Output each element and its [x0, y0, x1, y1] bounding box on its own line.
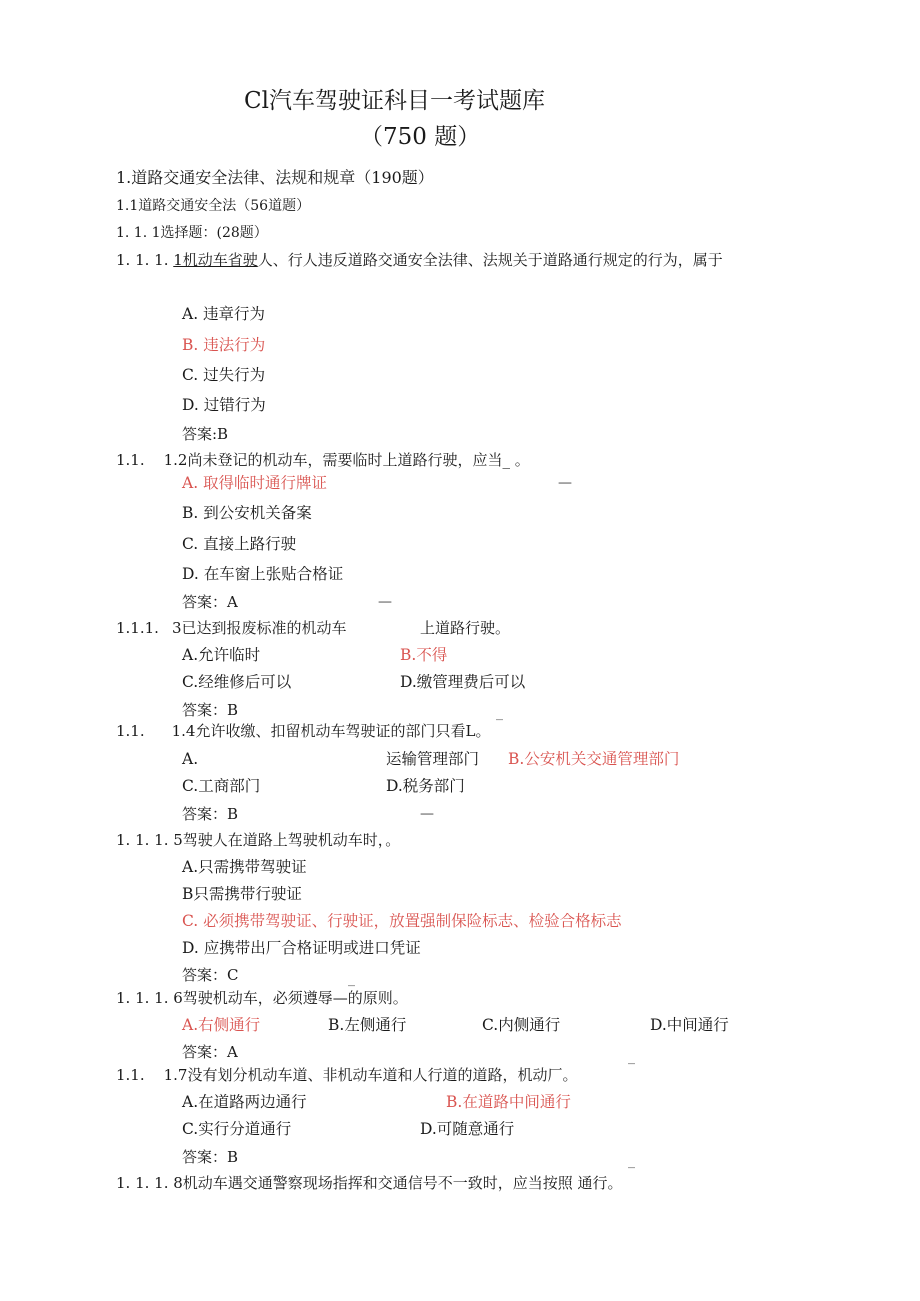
q6-answer-mark: _: [628, 1049, 635, 1065]
section-heading-1-1-1: 1. 1. 1选择题：(28题）: [116, 225, 268, 241]
q2-option-b: B. 到公安机关备案: [182, 504, 312, 522]
q1-option-d: D. 过错行为: [182, 396, 266, 414]
question-5: 1. 1. 1. 5驾驶人在道路上驾驶机动车时，。: [116, 831, 401, 849]
q5-answer-mark: _: [348, 971, 355, 987]
q3-option-d: D.缴管理费后可以: [400, 673, 526, 691]
question-1: [116, 253, 723, 268]
q6-option-a: A.右侧通行: [182, 1016, 261, 1034]
section-heading-1-1: 1.1道路交通安全法（56道题）: [116, 198, 311, 214]
q5-answer: 答案：C: [182, 966, 239, 984]
q4-option-b: B.公安机关交通管理部门: [508, 750, 680, 768]
section-heading-1: 1.道路交通安全法律、法规和规章（190题）: [116, 168, 434, 187]
q4-answer: 答案：B: [182, 805, 239, 823]
question-3-text-a: 3已达到报废标准的机动车: [172, 619, 347, 637]
q3-answer-mark: _: [496, 705, 503, 721]
q5-option-b: B只需携带行驶证: [182, 885, 302, 903]
question-8: 1. 1. 1. 8机动车遇交通警察现场指挥和交通信号不一致时，应当按照 通行。: [116, 1174, 623, 1192]
q2-answer: 答案：A: [182, 593, 238, 611]
q1-option-b: B. 违法行为: [182, 336, 266, 354]
question-4-number: 1.1.: [116, 722, 145, 740]
question-2-text: 1.2尚未登记的机动车，需要临时上道路行驶，应当_ 。: [163, 451, 530, 469]
question-1-number: 1. 1. 1.: [116, 251, 174, 269]
page-subtitle: （750 题）: [360, 124, 481, 150]
q2-option-c: C. 直接上路行驶: [182, 535, 297, 553]
q4-option-d: D.税务部门: [386, 777, 465, 795]
q5-option-a: A.只需携带驾驶证: [182, 858, 307, 876]
q4-option-a-text: 运输管理部门: [386, 750, 480, 768]
q4-option-a: A.: [182, 750, 199, 768]
q7-option-b: B.在道路中间通行: [446, 1093, 571, 1111]
q4-answer-mark: —: [420, 806, 434, 822]
question-1-underlined: 1机动车省驶: [173, 251, 258, 269]
q7-answer: 答案：B: [182, 1148, 239, 1166]
q6-option-d: D.中间通行: [650, 1016, 729, 1034]
question-7-number: 1.1.: [116, 1066, 145, 1084]
question-2-number: 1.1.: [116, 451, 145, 469]
q7-option-a: A.在道路两边通行: [182, 1093, 307, 1111]
q3-option-b: B.不得: [400, 646, 448, 664]
page-title: Cl汽车驾驶证科目一考试题库: [244, 88, 545, 114]
question-1-text: 人、行人违反道路交通安全法律、法规关于道路通行规定的行为，属于: [257, 251, 723, 269]
q3-answer: 答案：B: [182, 701, 239, 719]
question-4-text: 1.4允许收缴、扣留机动车驾驶证的部门只看L。: [171, 722, 491, 740]
q2-answer-mark: —: [378, 594, 392, 610]
q7-option-c: C.实行分道通行: [182, 1120, 292, 1138]
question-3-text-b: 上道路行驶。: [420, 619, 511, 637]
q1-option-a: A. 违章行为: [182, 305, 266, 323]
q5-option-c: C. 必须携带驾驶证、行驶证，放置强制保险标志、检验合格标志: [182, 912, 622, 930]
q6-option-b: B.左侧通行: [328, 1016, 407, 1034]
q2-option-a: A. 取得临时通行牌证: [182, 474, 328, 492]
q2-option-d: D. 在车窗上张贴合格证: [182, 565, 344, 583]
question-4: [116, 724, 490, 739]
q7-option-d: D.可随意通行: [420, 1120, 515, 1138]
q4-option-c: C.工商部门: [182, 777, 261, 795]
question-7: [116, 1068, 577, 1083]
question-2: [116, 453, 530, 468]
q7-answer-mark: _: [628, 1153, 635, 1169]
question-6: 1. 1. 1. 6驾驶机动车，必须遵辱—的原则。: [116, 989, 408, 1007]
q1-answer: 答案:B: [182, 425, 229, 443]
q2-option-a-mark: —: [558, 475, 572, 491]
question-3-number: 1.1.1.: [116, 619, 159, 637]
q6-option-c: C.内侧通行: [482, 1016, 561, 1034]
q3-option-c: C.经维修后可以: [182, 673, 292, 691]
q5-option-d: D. 应携带出厂合格证明或进口凭证: [182, 939, 421, 957]
q6-answer: 答案：A: [182, 1043, 238, 1061]
question-7-text: 1.7没有划分机动车道、非机动车道和人行道的道路，机动厂。: [163, 1066, 578, 1084]
q1-option-c: C. 过失行为: [182, 366, 266, 384]
q3-option-a: A.允许临时: [182, 646, 261, 664]
